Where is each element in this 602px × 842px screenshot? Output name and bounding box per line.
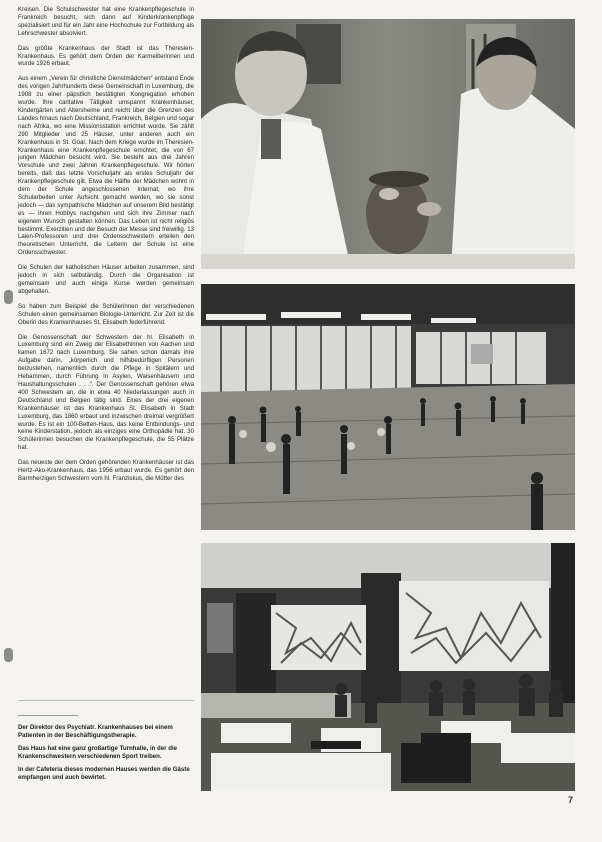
caption-photo-1: Der Direktor des Psychiatr. Krankenhauses bei einem Patienten in der Beschäftigungstherapie.	[18, 724, 173, 739]
punch-hole-top	[4, 290, 13, 304]
paragraph: Die Genossenschaft der Schwestern der hl. Elisabeth in Luxemburg sind ein Zweig der Elisabethinnen von Aachen und kamen 1672 nach Luxemburg. Sie sahen schon damals ihre Aufgabe darin, „körperlich und hilfsbedürftigen Personen beizustehen, namentlich durch die Pflege in Spitälern und Hebammen, durch Führung in Asylen, Waisenhäusern und Haushaltungsschulen . . .“. Der Genossenschaft gehören etwa 400 Schwestern an, die in etwa 40 Niederlassungen auch in Deutschland und Belgien tätig sind. Eines der drei eigenen Krankenhäuser ist das Krankenhaus St. Elisabeth in Stadt Luxemburg, das 1860 erbaut und inzwischen dreimal vergrößert wurde. Es ist ein 100-Betten-Haus, das keine Entbindungs- und keine Kinderstation, jedoch als einziges eine Orthopädie hat. 30 Schülerinnen besuchen die Krankenpflegeschule, die 55 Plätze hat.	[18, 333, 194, 452]
photo-director-with-patient	[201, 19, 575, 269]
page-number: 7	[568, 795, 574, 805]
photo-gymnasium	[201, 284, 575, 530]
paragraph: So haben zum Beispiel die Schülerinnen der verschiedenen Schulen einen gemeinsamen Biologie-Unterricht. Zur Zeit ist die Oberin des Krankenhauses St. Elisabeth federführend.	[18, 302, 194, 326]
paragraph: Aus einem „Verein für christliche Dienstmädchen“ entstand Ende des vorigen Jahrhunderts diese Gemeinschaft in Luxemburg, die 1908 zu einer päpstlich bestätigten Kongregation erhoben wurde. Ihre caritative Tätigkeit umspannt Krankenhäuser, Kindergärten und Altersheime und reicht über die Grenzen des Landes hinaus nach Deutschland, Frankreich, Belgien und sogar nach Afrika, wo eine Missionsstation errichtet wurde. Sie zählt 290 Mitglieder und 25 Häuser, unter anderen auch ein Krankenhaus in St. Goar. Nach dem Kriege wurde im Theresien-Krankenhaus eine Krankenpflegeschule errichtet, die von 67 jungen Mädchen besucht wird. Sie besteht aus drei Jahren Vorschule und zwei Jahren Krankenpflegeschule. Wir hörten bereits, daß das letzte Vorschuljahr als erstes Schuljahr der Krankenpflegeschule gilt. Etwa die Hälfte der Mädchen wohnt in dem der Schule angeschlossenen Internat, wo ihre Schularbeiten unter Aufsicht gemacht werden, wo sie sonst jedoch — das sympathische Mädchen auf unserem Bild bestätigt es — ihren Hobbys nachgehen und sich ihre Zimmer nach eigenem Wunsch gestalten können. Das Leben ist nicht religiös bestimmt. Exerzitien und der Besuch der Messe sind freiwillig. 13 Laien-Professoren und drei Ordensschwestern erteilen den theoretischen Unterricht, die Leiterin der Schule ist eine Ordensschwester.	[18, 75, 194, 257]
photo-cafeteria-image	[201, 543, 575, 791]
paragraph: Die Schulen der katholischen Häuser arbeiten zusammen, sind jedoch in sich selbständig. Durch die Organisation ist gemeinsam und auch einige Kurse werden gemeinsam abgehalten.	[18, 264, 194, 295]
caption-photo-2: Das Haus hat eine ganz großartige Turnhalle, in der die Krankenschwestern verschiedenen Sport treiben.	[18, 745, 178, 760]
paragraph: Das neueste der dem Orden gehörenden Krankenhäuser ist das Hertz-Ako-Krankenhaus, das 1956 erbaut wurde. Es gehört den Barmherzigen Schwestern vom hl. Franziskus, die Mütter des	[18, 459, 194, 482]
article-body	[18, 6, 194, 490]
paragraph: Kreisen. Die Schulschwester hat eine Krankenpflegeschule in Frankreich besucht, sich dann auf Kinderkrankenpflege spezialisiert und für ein Jahr eine Hochschule zur Fortbildung als Lehrschwester absolviert.	[18, 6, 194, 37]
photo-director-with-patient-image	[201, 19, 575, 269]
photo-cafeteria	[201, 543, 575, 791]
caption-photo-3: In der Cafeteria dieses modernen Hauses werden die Gäste empfangen und auch bewirtet.	[18, 766, 190, 781]
photo-captions	[18, 724, 194, 788]
punch-hole-bottom	[4, 648, 13, 662]
divider	[18, 700, 194, 701]
divider	[18, 715, 78, 716]
photo-gymnasium-image	[201, 284, 575, 530]
paragraph: Das größte Krankenhaus der Stadt ist das Theresien-Krankenhaus. Es gehört dem Orden der Karmeliterinnen und wurde 1926 erbaut.	[18, 44, 194, 68]
